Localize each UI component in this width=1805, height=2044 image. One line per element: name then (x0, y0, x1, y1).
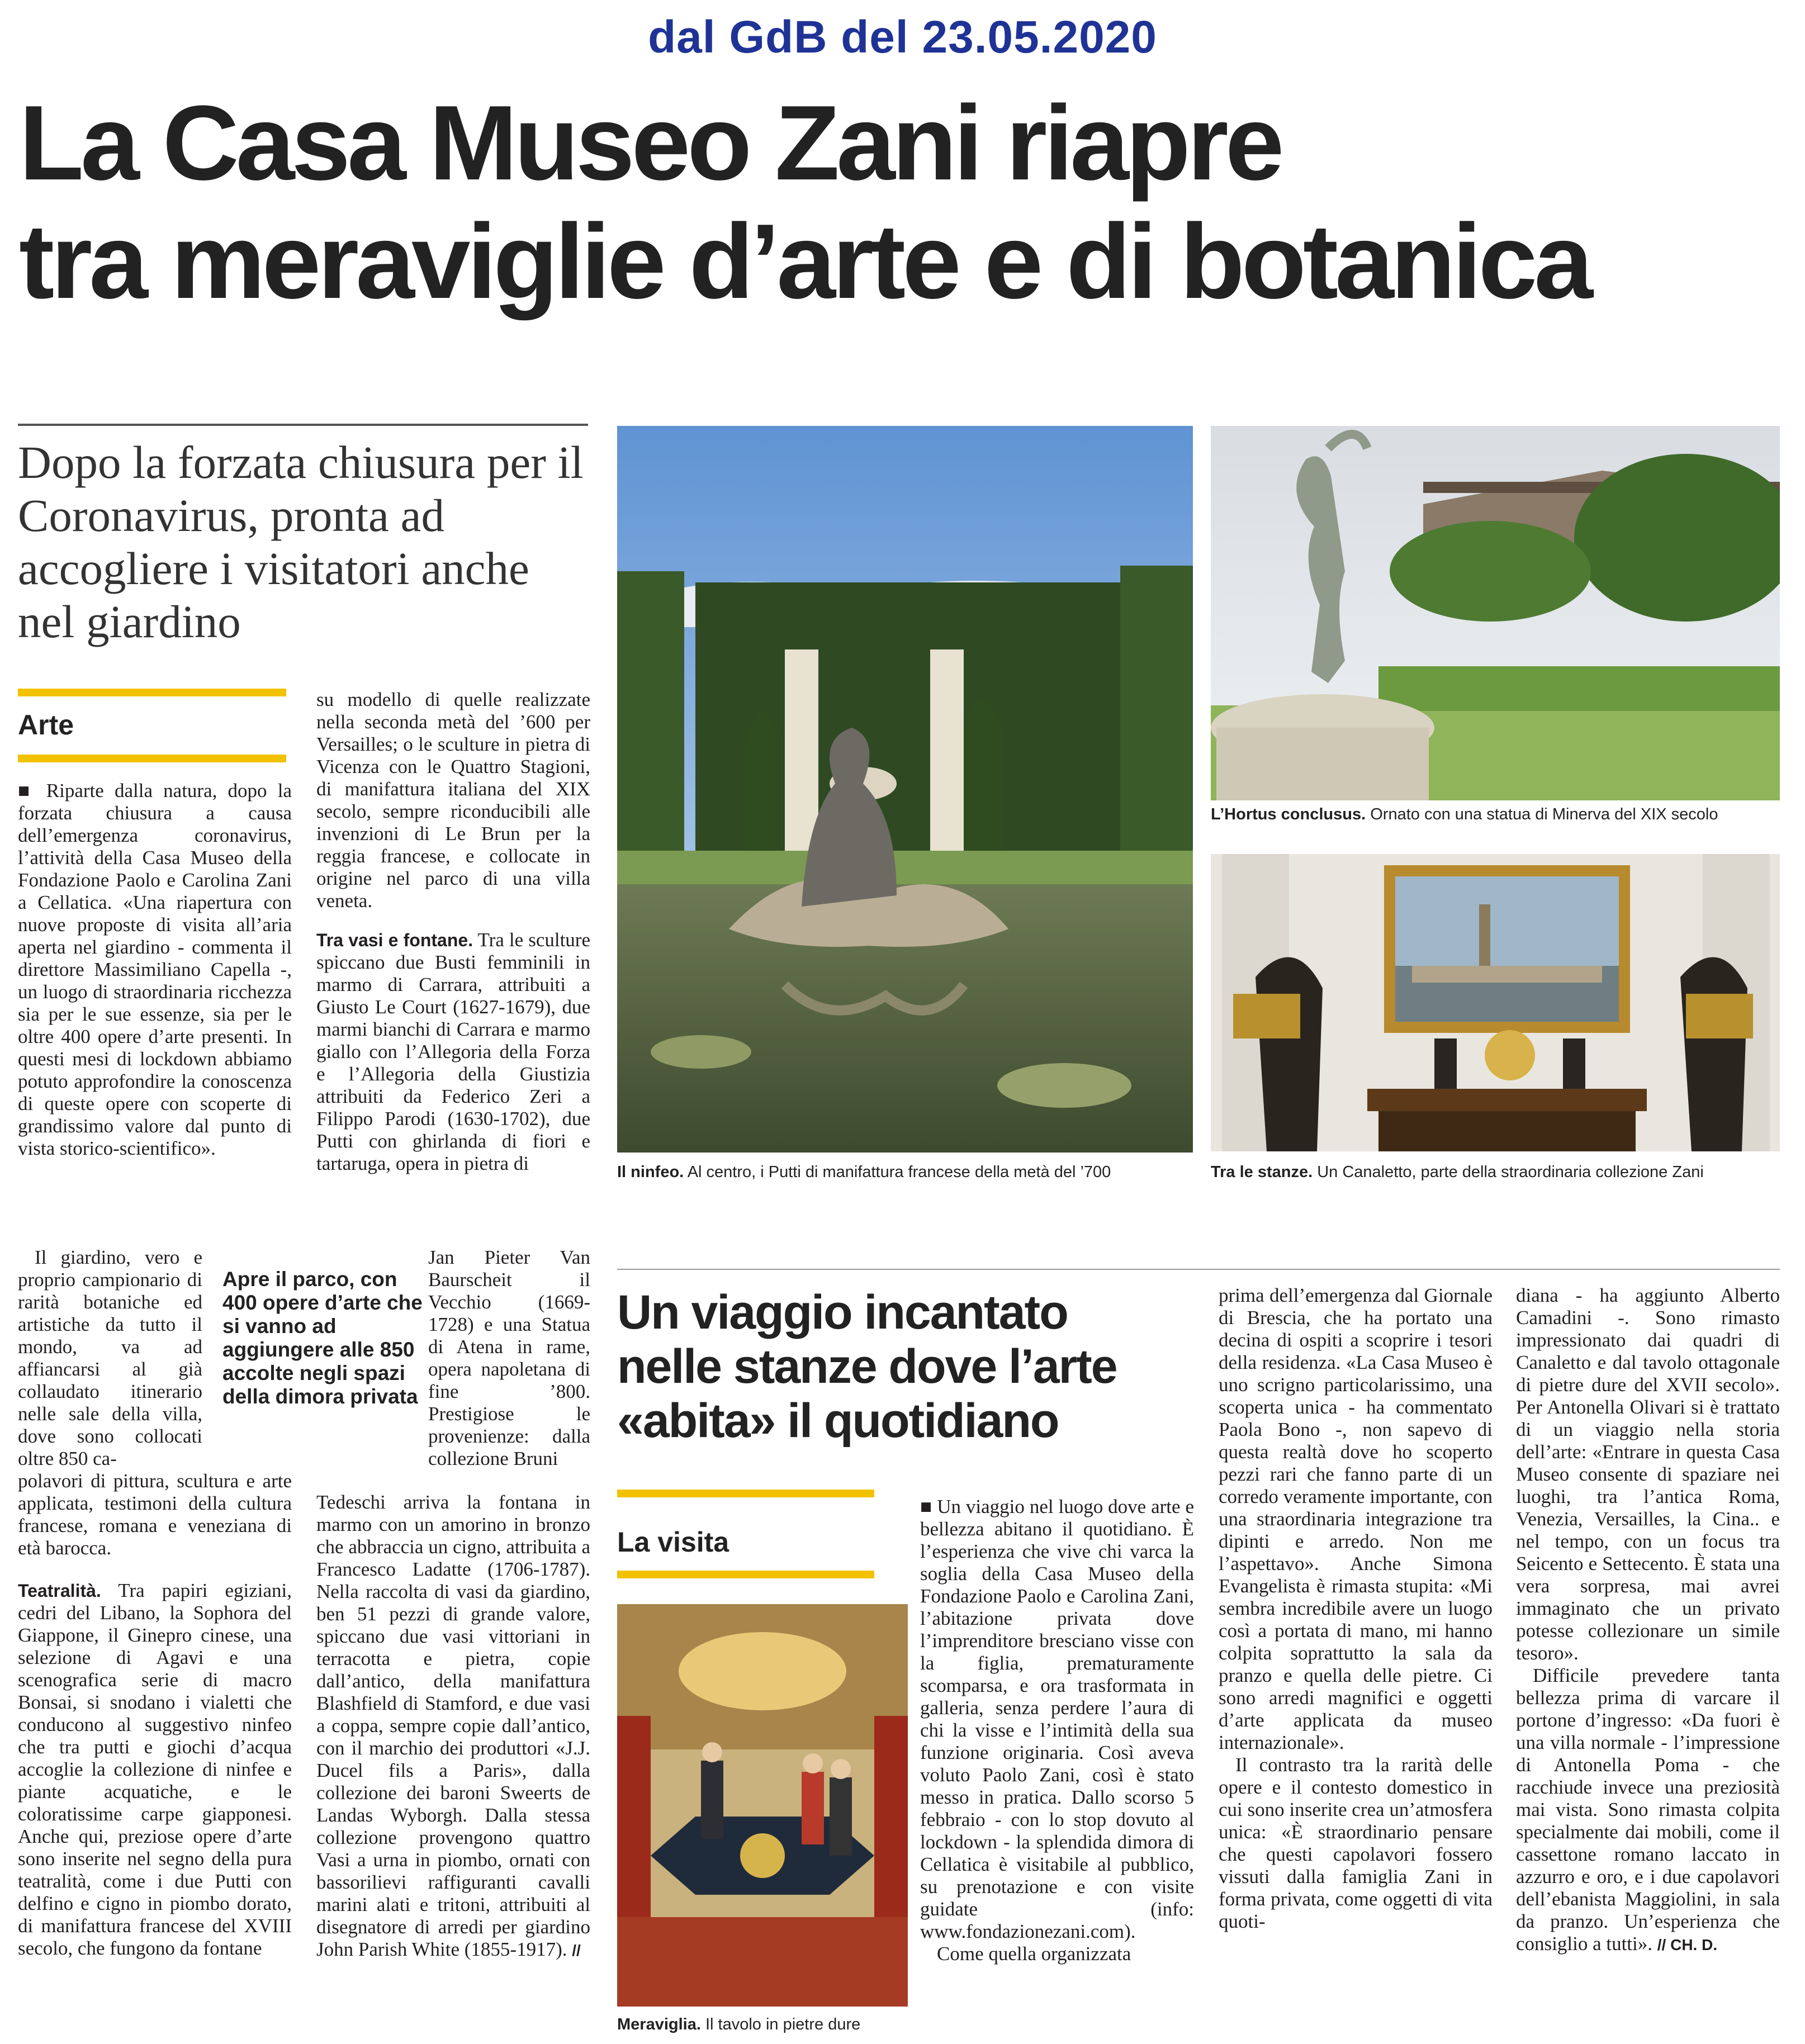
article2-col2-paragraph-2: Il contrasto tra la rarità delle opere e il contesto domestico in cui sono inserite crea un’atmosfera unica: «È straordinario pensare che questi capolavori fossero vissuti dalla famiglia Zani in forma privata, come oggetti di vita quoti- (1219, 1754, 1493, 1932)
article1-paragraph-3: Teatralità. Tra papiri egiziani, cedri del Libano, la Sophora del Giappone, il Ginepro cinese, una selezione di Agavi e una scenografica serie di macro Bonsai, si snodano i vialetti che conducono al suggestivo ninfeo che tra putti e giochi d’acqua accoglie la collezione di ninfee e piante acquatiche, e le coloratissime carpe giapponesi. Anche qui, preziose opere d’arte sono inserite nel segno della pura teatralità, come i due Putti con delfino e cigno in piombo dorato, di manifattura francese del XVIII secolo, che fungono da fontane (18, 1580, 292, 1959)
article2-paragraph-1: ■ Un viaggio nel luogo dove arte e bellezza abitano il quotidiano. È l’esperienza che vive chi varca la soglia della Casa Museo della Fondazione Paolo e Carolina Zani, l’abitazione privata dove l’imprenditore bresciano visse con la figlia, prematuramente scomparsa, e ora trasformata in galleria, senza perdere l’aura di chi la visse e l’intimità della sua funzione originaria. Così aveva voluto Paolo Zani, così è stato messo in pratica. Dallo scorso 5 febbraio - con lo stop dovuto al lockdown - la splendida dimora di Cellatica è visitabile al pubblico, su prenotazione e con visite guidate (info: www.fondazionezani.com). (920, 1496, 1195, 1942)
article1-column-2 (316, 689, 590, 1175)
caption-ninfeo: Il ninfeo. Al centro, i Putti di manifattura francese della metà del ’700 (617, 1163, 1111, 1181)
pull-quote: Apre il parco, con 400 opere d’arte che si vanno ad aggiungere alle 850 accolte negli spazi della dimora privata (222, 1268, 423, 1408)
article1-column-1-narrow (18, 1246, 202, 1470)
section-bar-bottom (18, 755, 286, 762)
article1-paragraph-2: Il giardino, vero e proprio campionario di rarità botaniche ed artistiche da tutto il mondo, va ad affiancarsi al già collaudato itinerario nelle sale della villa, dove sono collocati oltre 850 ca- (18, 1246, 202, 1469)
article2-col3-paragraph-1: diana - ha aggiunto Alberto Camadini -. Sono rimasto impressionato dai quadri di Canaletto e dal tavolo ottagonale di pietre dure del XVII secolo». Per Antonella Olivari si è trattato di un viaggio nella storia dell’arte: «Entrare in questa Casa Museo consente di spaziare nei luoghi, tra l’antica Roma, Venezia, Versailles, la Cina.. e nel tempo, con un focus tra Seicento e Settecento. È stata una vera sorpresa, mai avrei immaginato che un privato potesse collezionare un simile tesoro». (1516, 1284, 1780, 1664)
photo-stanze (1211, 854, 1780, 1151)
article2-headline: Un viaggio incantato nelle stanze dove l’arte «abita» il quotidiano (617, 1286, 1117, 1448)
photo-meraviglia (617, 1604, 908, 2007)
photo-ninfeo (617, 426, 1193, 1153)
caption-hortus: L’Hortus conclusus. Ornato con una statua di Minerva del XIX secolo (1211, 805, 1718, 823)
caption-stanze: Tra le stanze. Un Canaletto, parte della straordinaria collezione Zani (1211, 1163, 1704, 1181)
section-bar-visita-bottom (617, 1571, 874, 1578)
section-label-arte: Arte (18, 709, 74, 741)
article2-col2-paragraph-1: prima dell’emergenza dal Giornale di Brescia, che ha portato una decina di ospiti a scoprire i tesori della residenza. «La Casa Museo è uno scrigno particolarissimo, una scoperta unica - ha commentato Paola Bono -, non sapevo di questa realtà dove ho scoperto pezzi rari che fanno parte di un corredo veramente importante, con una straordinaria integrazione tra dipinti e arredo. Non me l’aspettavo». Anche Simona Evangelista è rimasta stupita: «Mi sembra incredibile avere un luogo così a portata di mano, mi hanno colpita soprattutto la sala da pranzo e quella delle pietre. Ci sono arredi magnifici e oggetti d’arte applicata da museo internazionale». (1219, 1284, 1493, 1753)
article2-column-2 (1219, 1284, 1493, 1933)
article1-column-2-narrow (428, 1246, 590, 1470)
source-line: dal GdB del 23.05.2020 (648, 12, 1157, 63)
section-bar-top (18, 689, 286, 696)
article1-paragraph-1: ■ Riparte dalla natura, dopo la forzata chiusura a causa dell’emergenza coronavirus, l’attività della Casa Museo della Fondazione Paolo e Carolina Zani a Cellatica. «Una riapertura con nuove proposte di visita all’aria aperta nel giardino - commenta il direttore Massimiliano Capella -, un luogo di straordinaria ricchezza sia per le sue essenze, sia per le oltre 400 opere d’arte presenti. In questi mesi di lockdown abbiamo potuto approfondire la conoscenza di queste opere con scoperte di grandissimo valore dal punto di vista storico-scientifico». (18, 780, 292, 1159)
subhead-rule (18, 424, 588, 426)
article1-paragraph-2-rest: polavori di pittura, scultura e arte applicata, testimoni della cultura francese, romana e veneziana di età barocca. (18, 1470, 292, 1559)
article2-column-3 (1516, 1284, 1780, 1956)
article2-column-1 (920, 1496, 1194, 1965)
article1-col2-paragraph-1: su modello di quelle realizzate nella seconda metà del ’600 per Versailles; o le sculture in pietra di Vicenza con le Quattro Stagioni, di manifattura italiana del XIX secolo, sempre riconducibili alle invenzioni di Le Brun per la reggia francese, e collocate in origine nel parco di una villa veneta. (316, 689, 590, 912)
bullet-square-icon: ■ (920, 1496, 937, 1517)
article2-paragraph-2: Come quella organizzata (937, 1943, 1131, 1965)
section-label-visita: La visita (617, 1526, 729, 1558)
caption-meraviglia: Meraviglia. Il tavolo in pietre dure (617, 2015, 861, 2033)
article1-col2-paragraph-2-narrow: Jan Pieter Van Baurscheit il Vecchio (1669- 1728) e una Statua di Atena in rame, opera napoletana di fine ’800. Prestigiose le provenienze: dalla collezione Bruni (428, 1246, 590, 1469)
bullet-square-icon: ■ (18, 780, 46, 802)
headline-line-1: La Casa Museo Zani riapre (19, 84, 1281, 202)
subhead: Dopo la forzata chiusura per il Coronavirus, pronta ad accogliere i visitatori anche nel giardino (18, 437, 584, 647)
headline-line-2: tra meraviglie d’arte e di botanica (19, 202, 1590, 321)
article1-col2-paragraph-2: Tra vasi e fontane. Tra le sculture spiccano due Busti femminili in marmo di Carrara, attribuiti a Giusto Le Court (1627-1679), due marmi bianchi di Carrara e marmo giallo con l’Allegoria della Forza e l’Allegoria della Giustizia attribuiti da Federico Zeri a Filippo Parodi (1630-1702), due Putti con ghirlanda di fiori e tartaruga, opera in pietra di (316, 929, 590, 1174)
article1-col2-paragraph-2-rest: Tedeschi arriva la fontana in marmo con un amorino in bronzo che abbraccia un cigno, attribuita a Francesco Ladatte (1706-1787). Nella raccolta di vasi da giardino, ben 51 pezzi di grande valore, spiccano due vasi vittoriani in terracotta e pietra, copie dall’antico, della manifattura Blashfield di Stamford, e due vasi a coppa, sempre copie dall’antico, con il marchio dei produttori «J.J. Ducel fils a Paris», dalla collezione dei baroni Sweerts de Landas Wyborgh. Dalla stessa collezione provengono quattro Vasi a urna in piombo, ornati con bassorilievi raffiguranti cavalli marini alati e tritoni, attribuiti al disegnatore di arredi per giardino John Parish White (1855-1917). // (316, 1491, 590, 1960)
article1-column-1-lower (18, 1470, 292, 1960)
article1-column-2-lower (316, 1491, 590, 1962)
article1-column-1 (18, 780, 292, 1160)
article2-rule (617, 1269, 1780, 1270)
author-signature: // CH. D. (1657, 1936, 1718, 1953)
main-headline (19, 84, 1797, 321)
article2-col3-paragraph-2: Difficile prevedere tanta bellezza prima di varcare il portone d’ingresso: «Da fuori è una villa normale - l’impressione di Antonella Poma - che racchiude invece una preziosità mai vista. Sono rimasta colpita specialmente dai mobili, come il cassettone romano laccato in azzurro e oro, e i due capolavori dell’ebanista Maggiolini, in sala da pranzo. Un’esperienza che consiglio a tutti». // CH. D. (1516, 1664, 1780, 1955)
section-bar-visita-top (617, 1490, 874, 1497)
photo-hortus (1211, 426, 1780, 800)
